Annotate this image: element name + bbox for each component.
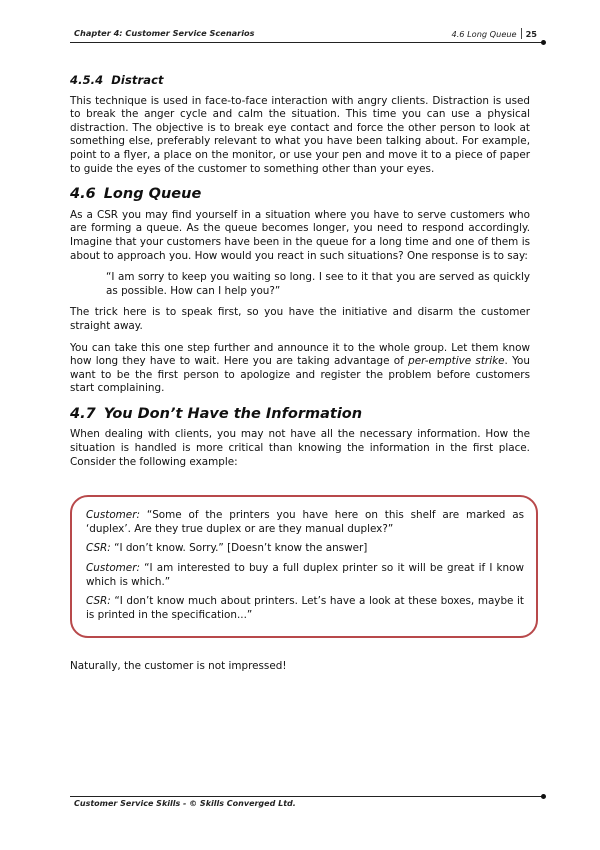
emphasis-text: per-emptive strike [408,355,505,368]
dialog-line [86,542,524,556]
dialog-line [86,595,524,622]
paragraph-announce [70,342,530,396]
header-separator [521,28,522,39]
footer-rule [70,796,543,797]
paragraph-closing: Naturally, the customer is not impressed! [70,660,287,673]
dialog-speaker: CSR: [86,542,111,555]
heading-4-6 [70,188,530,202]
paragraph-queue-intro: As a CSR you may find yourself in a situation where you have to serve customers who are forming a queue. As the queue becomes longer, you need to respond accordingly. Imagine that your customers have been in the queue for a long time and one of them is about to approach you. How would you react in such situations? One response is to say: [70,208,530,262]
running-header-section [452,28,538,39]
text-run: You can take this one step further and announce it to the whole group. Let them know how long they have to wait. Here you are taking advantage of [70,341,530,368]
dialog-text: “I am interested to buy a full duplex printer so it will be great if I know which is which.” [86,562,524,588]
page-content [70,74,530,682]
heading-number: 4.6 [70,186,96,203]
paragraph-information: When dealing with clients, you may not have all the necessary information. How the situation is handled is more critical than knowing the information in the first place. Consider the following example: [70,428,530,468]
heading-title: Long Queue [103,186,202,203]
heading-number: 4.5.4 [70,73,104,87]
page-number: 25 [525,29,537,39]
header-rule [70,42,543,43]
running-footer: Customer Service Skills - © Skills Converged Ltd. [74,799,296,808]
heading-number: 4.7 [70,405,96,422]
dialog-line [86,509,524,536]
dialog-text: “I don’t know much about printers. Let’s have a look at these boxes, maybe it is printed in the specification...” [86,595,524,621]
dialog-speaker: Customer: [86,562,140,575]
heading-title: You Don’t Have the Information [103,405,363,422]
dialog-example-box [70,495,538,638]
running-header-chapter: Chapter 4: Customer Service Scenarios [74,28,255,38]
dialog-speaker: Customer: [86,509,140,522]
heading-4-7 [70,405,530,422]
text-run: . You want to be the first person to apologize and register the problem before customers start complaining. [70,355,530,395]
dialog-text: “Some of the printers you have here on this shelf are marked as ‘duplex’. Are they true duplex or are they manual duplex?” [86,509,524,535]
quote-response: “I am sorry to keep you waiting so long. I see to it that you are served as quickly as possible. How can I help you?” [106,271,530,297]
header-rule-dot [541,40,546,45]
dialog-speaker: CSR: [86,595,111,608]
dialog-text: “I don’t know. Sorry.” [Doesn’t know the answer] [110,542,368,555]
header-section-title: 4.6 Long Queue [451,29,517,39]
dialog-line [86,562,524,589]
heading-4-5-4 [70,74,530,88]
paragraph-distract: This technique is used in face-to-face interaction with angry clients. Distraction is used to break the anger cycle and calm the situation. This time you can use a physical distraction. The objective is to break eye contact and force the other person to look at something else, preferably relevant to what you have been talking about. For example, point to a flyer, a place on the monitor, or use your pen and move it to a piece of paper to guide the eyes of the customer to something other than your eyes. [70,94,530,175]
paragraph-trick: The trick here is to speak first, so you have the initiative and disarm the customer straight away. [70,306,530,332]
footer-rule-dot [541,794,546,799]
heading-title: Distract [111,73,164,87]
